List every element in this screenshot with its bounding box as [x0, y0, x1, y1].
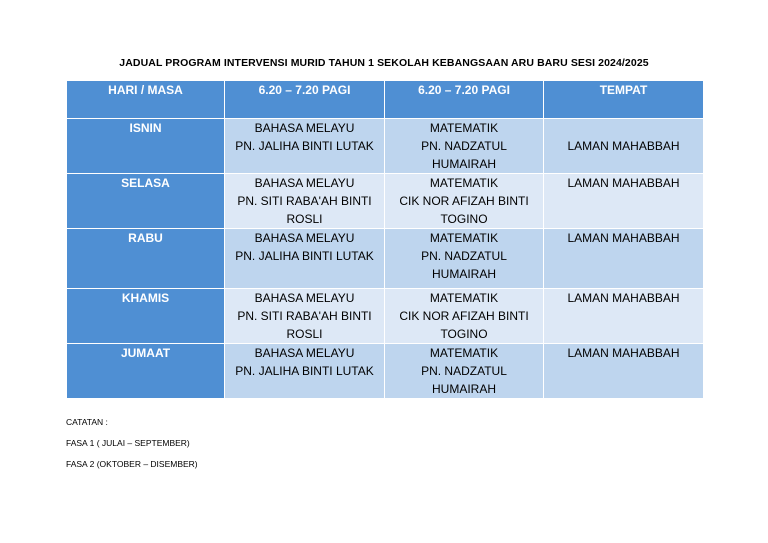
matematik-cell	[385, 119, 544, 174]
cell-line: HUMAIRAH	[431, 267, 496, 281]
cell-line: BAHASA MELAYU	[254, 176, 355, 190]
cell-line: PN. JALIHA BINTI LUTAK	[235, 364, 374, 378]
header-slot-2: 6.20 – 7.20 PAGI	[385, 81, 544, 119]
matematik-cell	[385, 344, 544, 399]
place-cell: LAMAN MAHABBAH	[544, 119, 704, 174]
day-cell: SELASA	[67, 174, 225, 229]
cell-line: BAHASA MELAYU	[254, 346, 355, 360]
cell-line: MATEMATIK	[429, 176, 499, 190]
place-cell: LAMAN MAHABBAH	[544, 229, 704, 289]
cell-line: BAHASA MELAYU	[254, 291, 355, 305]
place-cell: LAMAN MAHABBAH	[544, 289, 704, 344]
cell-line: TOGINO	[440, 327, 488, 341]
cell-line: CIK NOR AFIZAH BINTI	[399, 194, 529, 208]
cell-line: MATEMATIK	[429, 121, 499, 135]
cell-line: MATEMATIK	[429, 346, 499, 360]
note-phase-1: FASA 1 ( JULAI – SEPTEMBER)	[66, 438, 190, 448]
document-title: JADUAL PROGRAM INTERVENSI MURID TAHUN 1 SEKOLAH KEBANGSAAN ARU BARU SESI 2024/2025	[119, 57, 649, 69]
header-day-time: HARI / MASA	[67, 81, 225, 119]
schedule-table	[66, 80, 704, 399]
cell-line: BAHASA MELAYU	[254, 121, 355, 135]
cell-line: PN. JALIHA BINTI LUTAK	[235, 249, 374, 263]
table-row	[67, 119, 704, 174]
cell-line: ROSLI	[286, 212, 323, 226]
table-row	[67, 289, 704, 344]
matematik-cell	[385, 174, 544, 229]
day-cell: RABU	[67, 229, 225, 289]
bahasa-melayu-cell	[225, 119, 385, 174]
table-row	[67, 174, 704, 229]
day-cell: ISNIN	[67, 119, 225, 174]
bahasa-melayu-cell	[225, 289, 385, 344]
cell-line: PN. SITI RABA'AH BINTI	[237, 309, 372, 323]
cell-line: BAHASA MELAYU	[254, 231, 355, 245]
cell-line: HUMAIRAH	[431, 157, 496, 171]
bahasa-melayu-cell	[225, 344, 385, 399]
day-cell: KHAMIS	[67, 289, 225, 344]
cell-line: MATEMATIK	[429, 291, 499, 305]
matematik-cell	[385, 289, 544, 344]
cell-line: PN. NADZATUL	[421, 139, 507, 153]
table-row	[67, 229, 704, 289]
day-cell: JUMAAT	[67, 344, 225, 399]
cell-line: TOGINO	[440, 212, 488, 226]
cell-line: PN. JALIHA BINTI LUTAK	[235, 139, 374, 153]
cell-line: PN. NADZATUL	[421, 249, 507, 263]
header-place: TEMPAT	[544, 81, 704, 119]
cell-line: ROSLI	[286, 327, 323, 341]
table-row	[67, 344, 704, 399]
cell-line: PN. SITI RABA'AH BINTI	[237, 194, 372, 208]
place-cell: LAMAN MAHABBAH	[544, 344, 704, 399]
place-cell: LAMAN MAHABBAH	[544, 174, 704, 229]
cell-line: CIK NOR AFIZAH BINTI	[399, 309, 529, 323]
note-phase-2: FASA 2 (OKTOBER – DISEMBER)	[66, 459, 198, 469]
bahasa-melayu-cell	[225, 174, 385, 229]
notes-section	[66, 412, 198, 475]
header-slot-1: 6.20 – 7.20 PAGI	[225, 81, 385, 119]
table-header-row	[67, 81, 704, 119]
cell-line: HUMAIRAH	[431, 382, 496, 396]
cell-line: PN. NADZATUL	[421, 364, 507, 378]
notes-label: CATATAN :	[66, 417, 108, 427]
bahasa-melayu-cell	[225, 229, 385, 289]
cell-line: MATEMATIK	[429, 231, 499, 245]
matematik-cell	[385, 229, 544, 289]
